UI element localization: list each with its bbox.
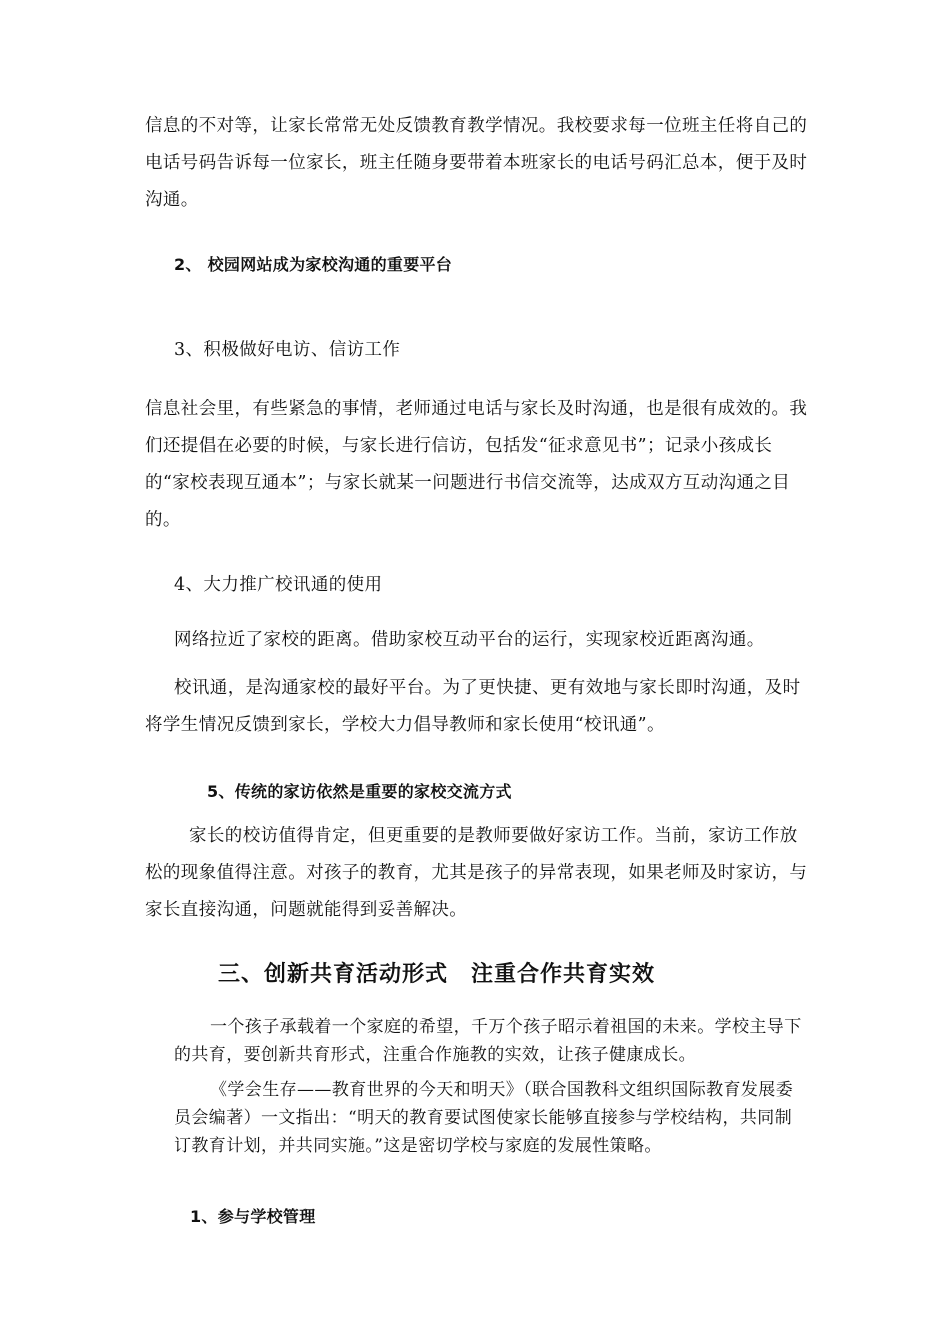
paragraph-phone-communication: 信息社会里，有些紧急的事情，老师通过电话与家长及时沟通，也是很有成效的。我们还提倡在必要的时候，与家长进行信访，包括发“征求意见书”；记录小孩成长的“家校表现互通本”；与家长就某一问题进行书信交流等，达成双方互动沟通之目的。 xyxy=(145,399,808,530)
heading-participate-management: 1、参与学校管理 xyxy=(190,1207,316,1226)
paragraph-info-asymmetry: 信息的不对等，让家长常常无处反馈教育教学情况。我校要求每一位班主任将自己的电话号码告诉每一位家长，班主任随身要带着本班家长的电话号码汇总本，便于及时沟通。 xyxy=(145,116,808,210)
heading-campus-website: 2、 校园网站成为家校沟通的重要平台 xyxy=(174,255,453,274)
paragraph-school-messenger: 校讯通，是沟通家校的最好平台。为了更快捷、更有效地与家长即时沟通，及时将学生情况反馈到家长，学校大力倡导教师和家长使用“校讯通”。 xyxy=(145,678,801,735)
paragraph-home-visits: 家长的校访值得肯定，但更重要的是教师要做好家访工作。当前，家访工作放松的现象值得注意。对孩子的教育，尤其是孩子的异常表现，如果老师及时家访，与家长直接沟通，问题就能得到妥善解决。 xyxy=(145,826,808,920)
heading-school-messenger: 4、大力推广校讯通的使用 xyxy=(174,575,383,595)
paragraph-learning-to-be-quote: 《学会生存——教育世界的今天和明天》（联合国教科文组织国际教育发展委员会编著）一文指出：“明天的教育要试图使家长能够直接参与学校结构，共同制订教育计划，并共同实施。”这是密切学校与家庭的发展性策略。 xyxy=(174,1080,794,1156)
heading-phone-letter-visits: 3、积极做好电访、信访工作 xyxy=(174,340,401,360)
paragraph-child-hope: 一个孩子承载着一个家庭的希望，千万个孩子昭示着祖国的未来。学校主导下的共育，要创新共育形式，注重合作施教的实效，让孩子健康成长。 xyxy=(174,1017,802,1065)
section-title: 三、创新共育活动形式 注重合作共育实效 xyxy=(218,962,656,987)
heading-home-visits: 5、传统的家访依然是重要的家校交流方式 xyxy=(207,782,512,801)
paragraph-network-distance: 网络拉近了家校的距离。借助家校互动平台的运行，实现家校近距离沟通。 xyxy=(174,630,765,650)
